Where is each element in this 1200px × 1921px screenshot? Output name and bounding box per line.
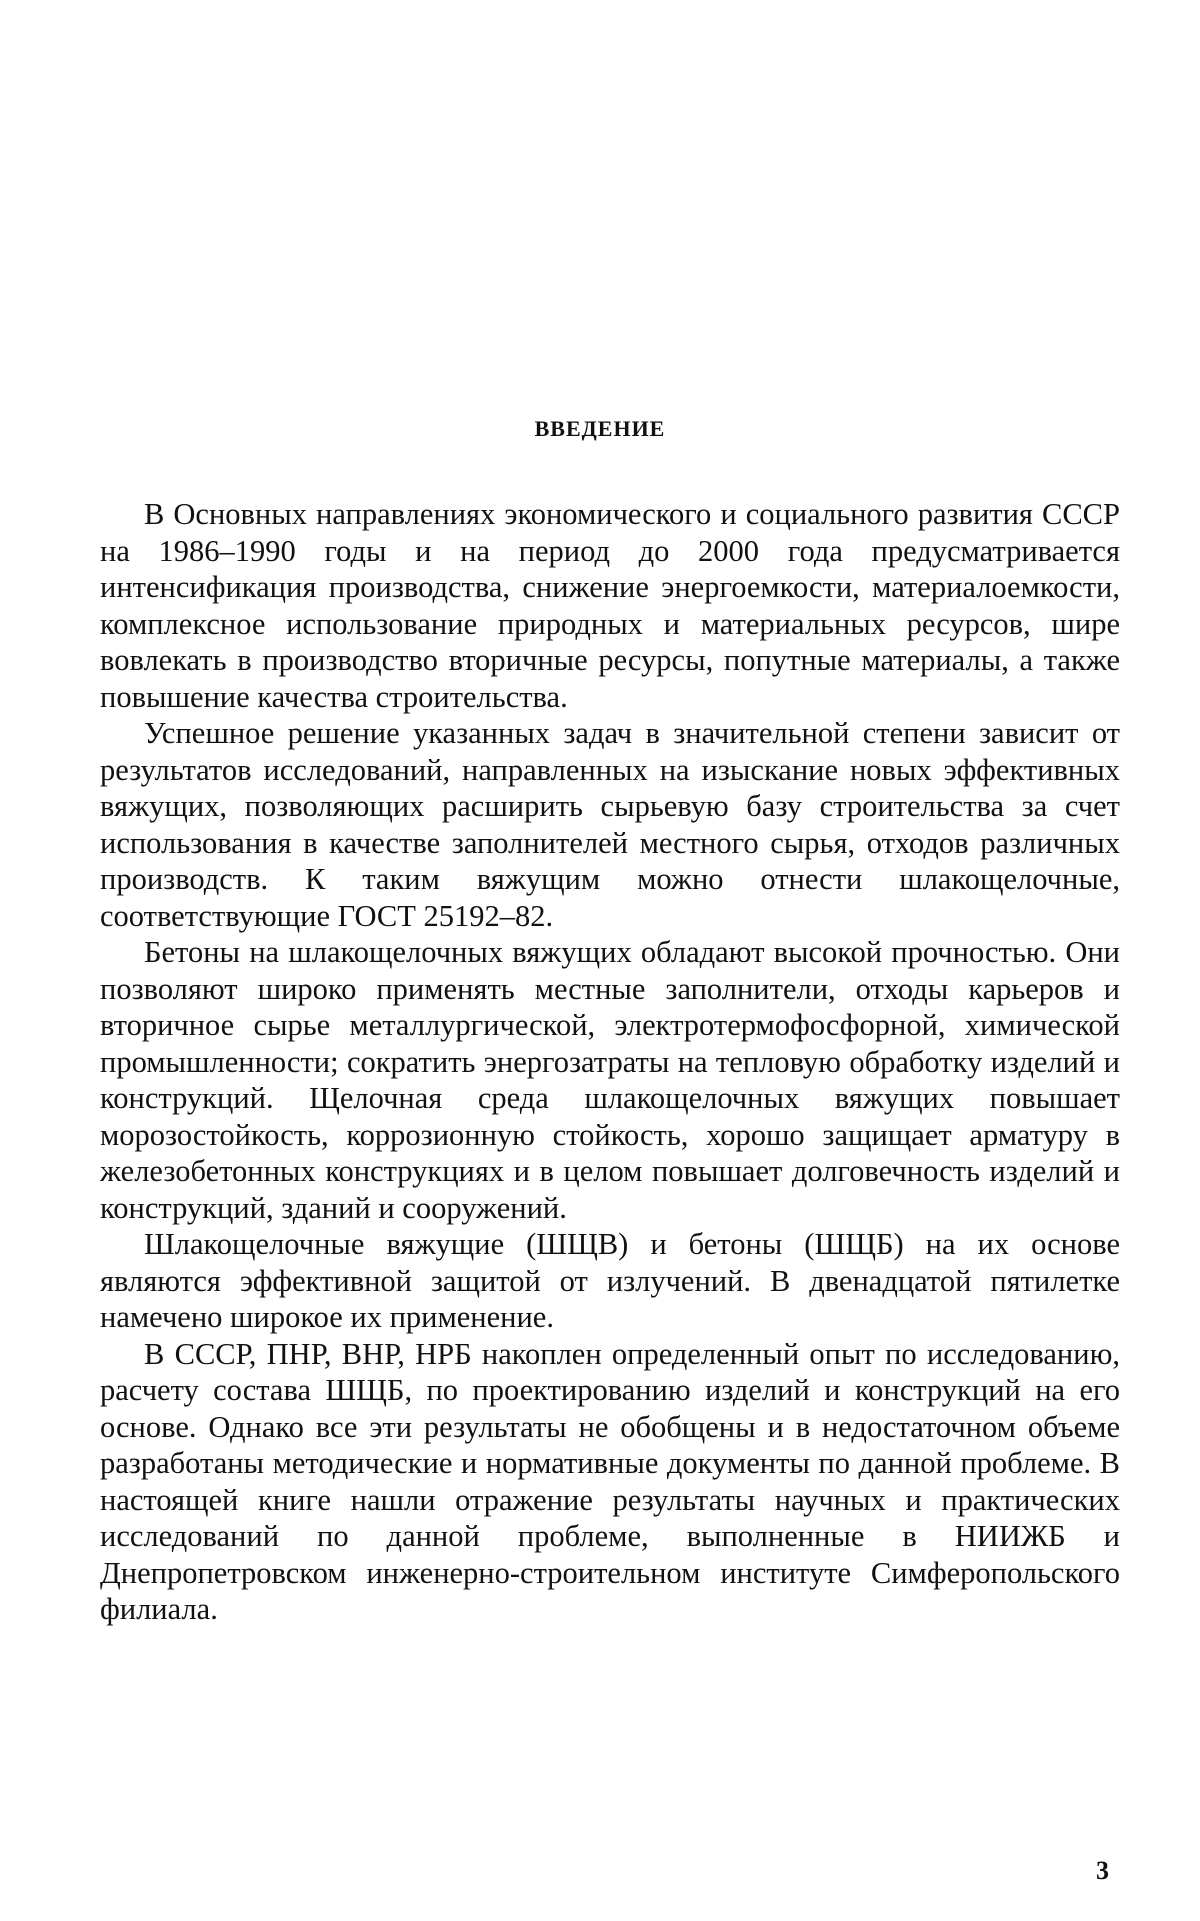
paragraph-5: В СССР, ПНР, ВНР, НРБ накоплен определенный опыт по исследованию, расчету состава ШЩБ, по проектированию изделий и конструкций на его основе. Однако все эти результаты не обобщены и в недостаточном объеме разработаны методические и нормативные документы по данной проблеме. В настоящей книге нашли отражение результаты научных и практических исследований по данной проблеме, выполненные в НИИЖБ и Днепропетровском инженерно-строительном институте Симферопольского филиала. bbox=[100, 1336, 1120, 1626]
paragraph-4: Шлакощелочные вяжущие (ШЩВ) и бетоны (ШЩБ) на их основе являются эффективной защитой от излучений. В двенадцатой пятилетке намечено широкое их применение. bbox=[100, 1227, 1120, 1334]
paragraph-2: Успешное решение указанных задач в значительной степени зависит от результатов исследований, направленных на изыскание новых эффективных вяжущих, позволяющих расширить сырьевую базу строительства за счет использования в качестве заполнителей местного сырья, отходов различных производств. К таким вяжущим можно отнести шлакощелочные, соответствующие ГОСТ 25192–82. bbox=[100, 716, 1120, 933]
paragraph-1: В Основных направлениях экономического и социального развития СССР на 1986–1990 годы и на период до 2000 года предусматривается интенсификация производства, снижение энергоемкости, материалоемкости, комплексное использование природных и материальных ресурсов, шире вовлекать в производство вторичные ресурсы, попутные материалы, а также повышение качества строительства. bbox=[100, 497, 1120, 714]
page-number: 3 bbox=[1096, 1856, 1109, 1885]
paragraph-3: Бетоны на шлакощелочных вяжущих обладают высокой прочностью. Они позволяют широко применять местные заполнители, отходы карьеров и вторичное сырье металлургической, электротермофосфорной, химической промышленности; сократить энергозатраты на тепловую обработку изделий и конструкций. Щелочная среда шлакощелочных вяжущих повышает морозостойкость, коррозионную стойкость, хорошо защищает арматуру в железобетонных конструкциях и в целом повышает долговечность изделий и конструкций, зданий и сооружений. bbox=[100, 935, 1120, 1225]
page-heading: ВВЕДЕНИЕ bbox=[534, 416, 666, 441]
body-text bbox=[100, 496, 1120, 1628]
